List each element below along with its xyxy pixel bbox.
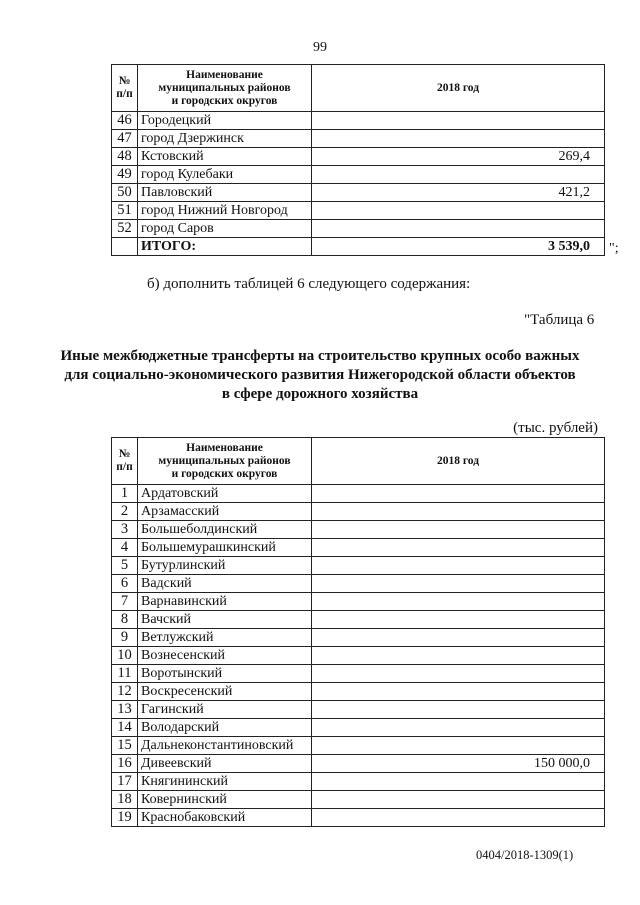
table-row [112, 557, 605, 575]
row-number: 17 [112, 773, 138, 791]
table-row [112, 148, 605, 166]
row-number: 10 [112, 647, 138, 665]
row-name: Большеболдинский [138, 521, 312, 539]
row-value [312, 773, 605, 791]
table-row [112, 521, 605, 539]
table-row [112, 202, 605, 220]
row-number: 51 [112, 202, 138, 220]
row-value: 421,2 [312, 184, 605, 202]
row-number: 1 [112, 485, 138, 503]
row-value [312, 611, 605, 629]
table-row [112, 593, 605, 611]
row-name: город Дзержинск [138, 130, 312, 148]
row-number: 52 [112, 220, 138, 238]
row-number: 16 [112, 755, 138, 773]
row-value: 269,4 [312, 148, 605, 166]
table-row [112, 575, 605, 593]
row-value [312, 503, 605, 521]
row-name: Кстовский [138, 148, 312, 166]
table-6 [111, 437, 605, 827]
row-name: Бутурлинский [138, 557, 312, 575]
row-value [312, 166, 605, 184]
row-value [312, 220, 605, 238]
table-row [112, 683, 605, 701]
row-value [312, 737, 605, 755]
row-name: Княгининский [138, 773, 312, 791]
row-value [312, 719, 605, 737]
table-continuation [111, 64, 605, 256]
table-row [112, 539, 605, 557]
table-row [112, 220, 605, 238]
document-code: 0404/2018-1309(1) [476, 848, 574, 862]
table-row [112, 737, 605, 755]
header-num: № п/п [112, 65, 138, 112]
row-name: Воротынский [138, 665, 312, 683]
table-row [112, 647, 605, 665]
row-value [312, 557, 605, 575]
row-value [312, 130, 605, 148]
row-name: город Саров [138, 220, 312, 238]
row-name: Ветлужский [138, 629, 312, 647]
total-label: ИТОГО: [138, 238, 312, 256]
row-name: Вадский [138, 575, 312, 593]
row-name: Павловский [138, 184, 312, 202]
table-row [112, 719, 605, 737]
row-number: 7 [112, 593, 138, 611]
row-number: 19 [112, 809, 138, 827]
row-name: Дивеевский [138, 755, 312, 773]
row-number: 8 [112, 611, 138, 629]
header-year: 2018 год [312, 65, 605, 112]
row-name: город Нижний Новгород [138, 202, 312, 220]
row-value [312, 809, 605, 827]
table-row [112, 809, 605, 827]
row-value [312, 701, 605, 719]
header-name: Наименование муниципальных районов и городских округов [138, 65, 312, 112]
total-row [112, 238, 605, 256]
row-name: Городецкий [138, 112, 312, 130]
row-number: 48 [112, 148, 138, 166]
row-number: 9 [112, 629, 138, 647]
row-name: город Кулебаки [138, 166, 312, 184]
row-number: 14 [112, 719, 138, 737]
row-value [312, 112, 605, 130]
row-number: 4 [112, 539, 138, 557]
row-name: Краснобаковский [138, 809, 312, 827]
table-row [112, 701, 605, 719]
row-number: 6 [112, 575, 138, 593]
row-value [312, 485, 605, 503]
row-name: Вознесенский [138, 647, 312, 665]
row-number: 18 [112, 791, 138, 809]
table-row [112, 184, 605, 202]
row-value [312, 791, 605, 809]
row-name: Гагинский [138, 701, 312, 719]
table-row [112, 611, 605, 629]
total-num-cell [112, 238, 138, 256]
table-row [112, 503, 605, 521]
table-row [112, 166, 605, 184]
row-number: 15 [112, 737, 138, 755]
table-row [112, 485, 605, 503]
row-name: Володарский [138, 719, 312, 737]
table-row [112, 112, 605, 130]
table-header-row [112, 65, 605, 112]
row-value [312, 575, 605, 593]
row-number: 49 [112, 166, 138, 184]
row-value: 150 000,0 [312, 755, 605, 773]
row-name: Дальнеконстантиновский [138, 737, 312, 755]
row-name: Воскресенский [138, 683, 312, 701]
subpoint-text: б) дополнить таблицей 6 следующего содержания: [147, 276, 471, 292]
table-header-row [112, 438, 605, 485]
document-title: Иные межбюджетные трансферты на строительство крупных особо важных для социально-экономического развития Нижегородской области объектов в сфере дорожного хозяйства [60, 348, 580, 402]
row-value [312, 521, 605, 539]
row-value [312, 683, 605, 701]
table-row [112, 773, 605, 791]
page-number: 99 [313, 40, 327, 55]
row-name: Вачский [138, 611, 312, 629]
row-number: 50 [112, 184, 138, 202]
row-value [312, 593, 605, 611]
units-label: (тыс. рублей) [513, 420, 598, 436]
row-name: Ардатовский [138, 485, 312, 503]
row-number: 2 [112, 503, 138, 521]
row-name: Варнавинский [138, 593, 312, 611]
row-name: Арзамасский [138, 503, 312, 521]
row-value [312, 202, 605, 220]
table-row [112, 629, 605, 647]
closing-quote-mark: "; [609, 241, 619, 256]
row-number: 13 [112, 701, 138, 719]
row-value [312, 629, 605, 647]
row-value [312, 647, 605, 665]
header-num: № п/п [112, 438, 138, 485]
row-value [312, 539, 605, 557]
table-row [112, 755, 605, 773]
row-number: 46 [112, 112, 138, 130]
row-number: 47 [112, 130, 138, 148]
row-name: Большемурашкинский [138, 539, 312, 557]
total-value: 3 539,0 [312, 238, 605, 256]
row-number: 11 [112, 665, 138, 683]
row-number: 3 [112, 521, 138, 539]
row-name: Ковернинский [138, 791, 312, 809]
header-year: 2018 год [312, 438, 605, 485]
table-row [112, 791, 605, 809]
row-value [312, 665, 605, 683]
row-number: 5 [112, 557, 138, 575]
header-name: Наименование муниципальных районов и городских округов [138, 438, 312, 485]
table-caption: "Таблица 6 [524, 312, 595, 328]
row-number: 12 [112, 683, 138, 701]
table-row [112, 665, 605, 683]
table-row [112, 130, 605, 148]
